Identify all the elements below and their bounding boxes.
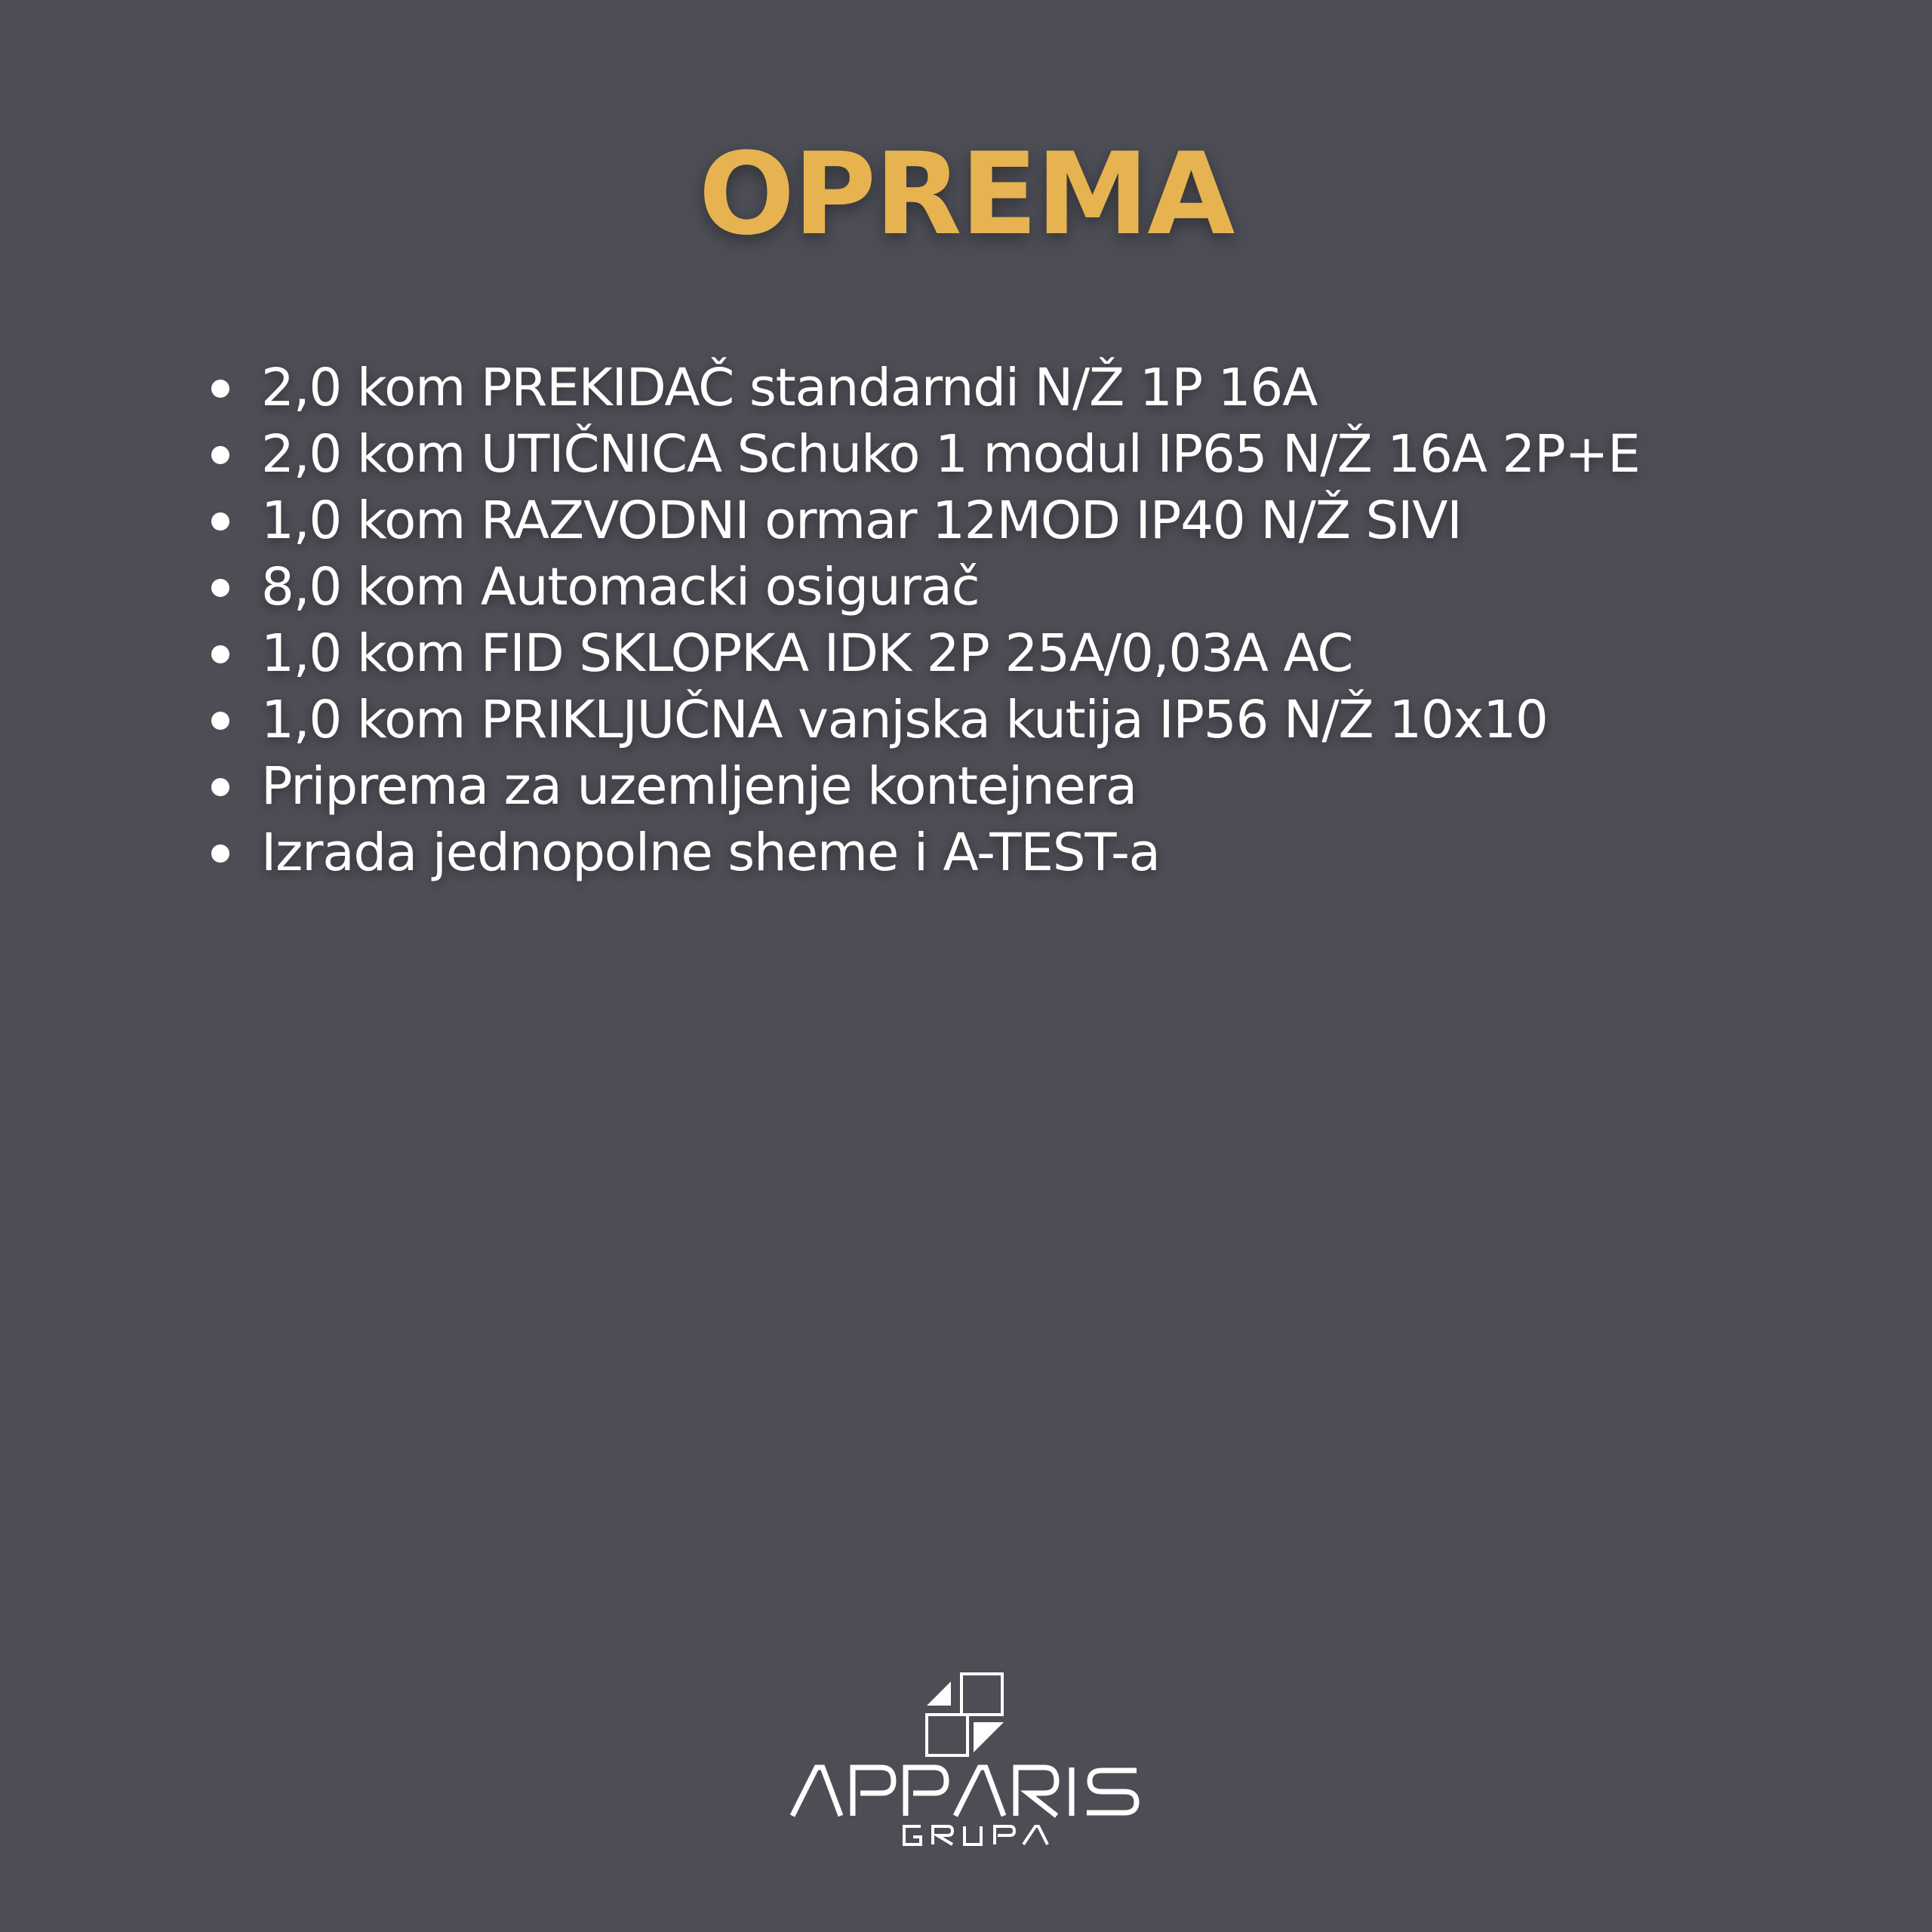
list-item-text: Izrada jednopolne sheme i A-TEST-a [261,823,1160,883]
list-item-text: 1,0 kom PRIKLJUČNA vanjska kutija IP56 N/Ž 10x10 [261,690,1548,750]
list-item-text: 8,0 kom Automacki osigurač [261,557,980,617]
list-item-text: 2,0 kom PREKIDAČ standarndi N/Ž 1P 16A [261,358,1318,418]
list-item-text: Priprema za uzemljenje kontejnera [261,756,1137,817]
list-item [205,620,1640,687]
list-item [205,687,1640,753]
equipment-list [205,355,1640,886]
bullet-icon [211,579,229,597]
apparis-grupa-wordmark [777,1822,1155,1849]
list-item [205,421,1640,488]
page-title: OPREMA [698,129,1234,260]
bullet-icon [211,380,229,398]
list-item [205,820,1640,886]
apparis-logo [777,1668,1155,1849]
list-item [205,488,1640,554]
list-item [205,753,1640,820]
apparis-wordmark [777,1760,1155,1820]
list-item [205,355,1640,421]
bullet-icon [211,645,229,663]
list-item-text: 1,0 kom FID SKLOPKA IDK 2P 25A/0,03A AC [261,623,1353,684]
bullet-icon [211,446,229,464]
bullet-icon [211,712,229,730]
apparis-logo-mark-icon [921,1668,1011,1758]
list-item-text: 1,0 kom RAZVODNI ormar 12MOD IP40 N/Ž SIVI [261,491,1462,551]
list-item-text: 2,0 kom UTIČNICA Schuko 1 modul IP65 N/Ž 16A 2P+E [261,424,1640,485]
bullet-icon [211,512,229,531]
bullet-icon [211,778,229,796]
list-item [205,554,1640,620]
bullet-icon [211,844,229,863]
